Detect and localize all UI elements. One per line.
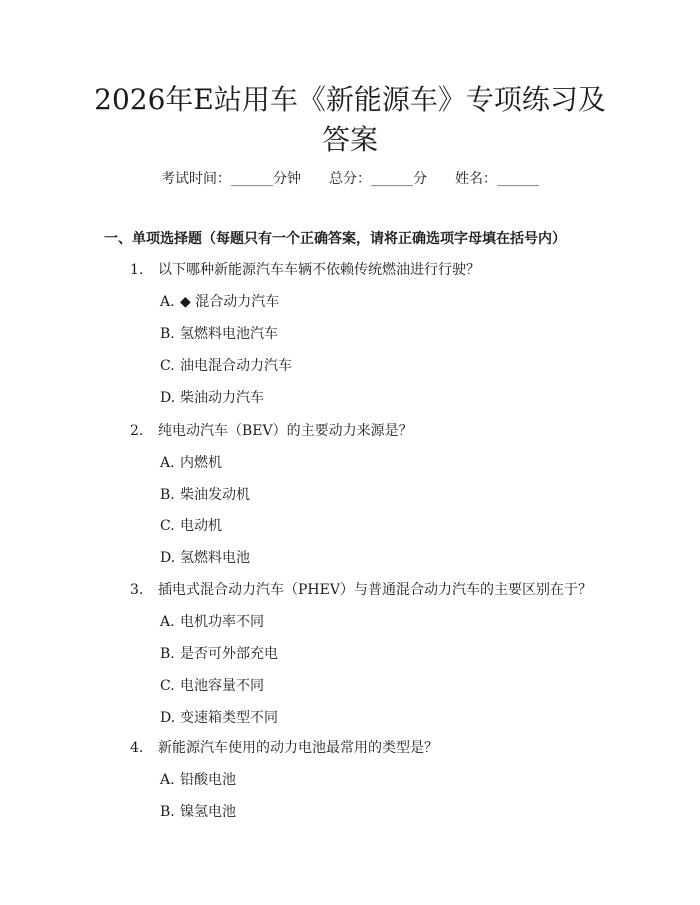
question-4 [130, 738, 438, 758]
question-text: 插电式混合动力汽车（PHEV）与普通混合动力汽车的主要区别在于？ [158, 582, 592, 598]
question-2-option-b [160, 485, 250, 505]
option-text: 变速箱类型不同 [180, 710, 278, 726]
option-text: 是否可外部充电 [180, 646, 278, 662]
question-1-option-a [160, 292, 279, 312]
option-letter: B. [160, 804, 175, 820]
question-number: 2. [130, 423, 144, 439]
option-text: 油电混合动力汽车 [180, 358, 292, 374]
question-1 [130, 260, 480, 280]
option-text: 柴油发动机 [180, 487, 250, 503]
question-1-option-b [160, 324, 278, 344]
question-2-option-d [160, 548, 250, 568]
option-letter: D. [160, 550, 176, 566]
option-text: ◆ 混合动力汽车 [180, 294, 280, 310]
question-text: 以下哪种新能源汽车车辆不依赖传统燃油进行行驶？ [158, 262, 480, 278]
option-letter: A. [160, 772, 175, 788]
option-letter: D. [160, 390, 176, 406]
option-text: 镍氢电池 [180, 804, 236, 820]
option-letter: B. [160, 487, 175, 503]
exam-meta-line [0, 169, 700, 189]
question-3-option-b [160, 644, 278, 664]
option-text: 氢燃料电池 [180, 550, 250, 566]
name-field: 姓名：______ [455, 171, 539, 187]
option-letter: A. [160, 294, 175, 310]
question-4-option-a [160, 770, 236, 790]
question-2 [130, 421, 413, 441]
option-letter: B. [160, 646, 175, 662]
question-1-option-c [160, 356, 292, 376]
question-number: 1. [130, 262, 144, 278]
option-letter: D. [160, 710, 176, 726]
question-3 [130, 580, 592, 600]
document-title: 2026年E站用车《新能源车》专项练习及答案 [94, 83, 606, 156]
option-text: 氢燃料电池汽车 [180, 326, 278, 342]
option-letter: B. [160, 326, 175, 342]
option-letter: C. [160, 358, 175, 374]
option-letter: A. [160, 455, 175, 471]
option-text: 电机功率不同 [180, 614, 264, 630]
option-text: 内燃机 [180, 455, 222, 471]
option-text: 柴油动力汽车 [180, 390, 264, 406]
question-3-option-d [160, 708, 278, 728]
question-1-option-d [160, 388, 264, 408]
exam-time-field: 考试时间：______分钟 [161, 171, 301, 187]
question-text: 纯电动汽车（BEV）的主要动力来源是？ [158, 423, 413, 439]
total-score-field: 总分：______分 [329, 171, 427, 187]
option-letter: C. [160, 518, 175, 534]
option-letter: A. [160, 614, 175, 630]
question-3-option-c [160, 676, 264, 696]
option-letter: C. [160, 678, 175, 694]
question-text: 新能源汽车使用的动力电池最常用的类型是？ [158, 740, 438, 756]
option-text: 电池容量不同 [180, 678, 264, 694]
option-text: 电动机 [180, 518, 222, 534]
question-number: 3. [130, 582, 144, 598]
option-text: 铅酸电池 [180, 772, 236, 788]
section-heading: 一、单项选择题（每题只有一个正确答案，请将正确选项字母填在括号内） [104, 231, 566, 247]
question-3-option-a [160, 612, 264, 632]
question-2-option-a [160, 453, 222, 473]
question-4-option-b [160, 802, 236, 822]
question-number: 4. [130, 740, 144, 756]
question-2-option-c [160, 516, 222, 536]
